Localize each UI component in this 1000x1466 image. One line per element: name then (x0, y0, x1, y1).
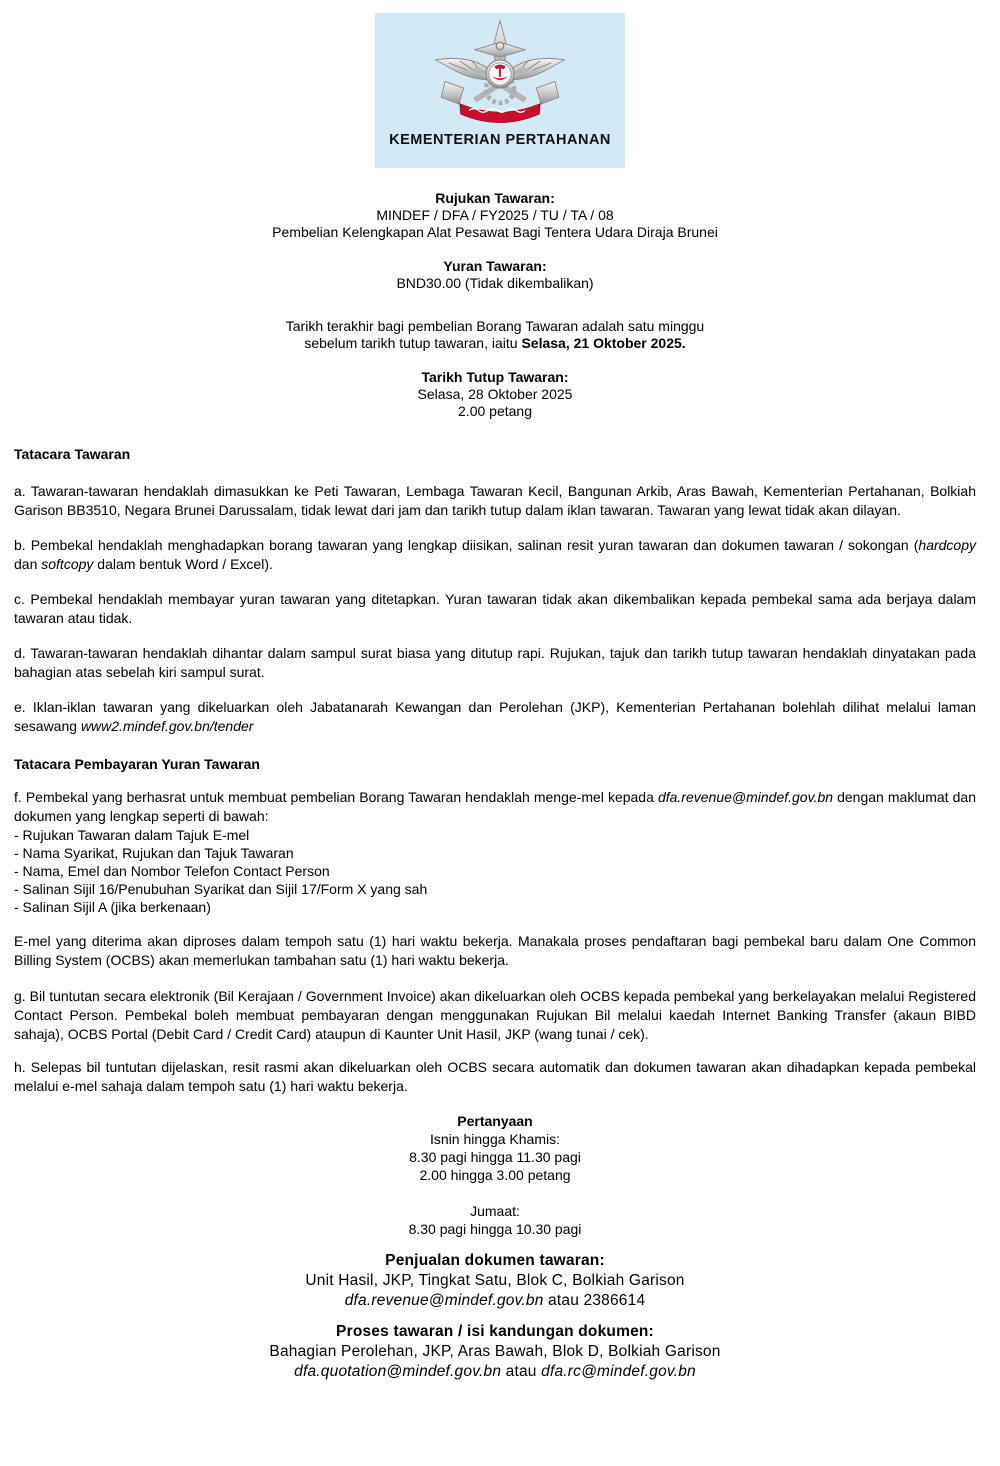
quotation-email: dfa.quotation@mindef.gov.bn (294, 1363, 502, 1380)
procedure-item-c: c. Pembekal hendaklah membayar yuran tawaran yang ditetapkan. Yuran tawaran tidak akan dikembalikan kepada pembekal sama ada berjaya dalam tawaran atau tidak. (14, 591, 976, 626)
tender-notice-document (0, 13, 1000, 1466)
friday-hours-block (14, 1202, 976, 1238)
tender-process-heading: Proses tawaran / isi kandungan dokumen: (336, 1323, 654, 1340)
document-sales-contact (14, 1291, 976, 1311)
closing-date: Selasa, 28 Oktober 2025 (417, 386, 573, 402)
procedure-item-h: h. Selepas bil tuntutan dijelaskan, resit rasmi akan dikeluarkan oleh OCBS secara automatik dan dokumen tawaran akan dihadapkan kepada pembekal melalui e-mel sahaja dalam tempoh satu (1) hari waktu bekerja. (14, 1059, 976, 1094)
procedure-item-b-text: b. Pembekal hendaklah menghadapkan borang tawaran yang lengkap diisikan, salinan resit yuran tawaran dan dokumen tawaran / sokongan ( (14, 537, 919, 553)
tender-fee-block (14, 258, 976, 292)
email-processing-note: E-mel yang diterima akan diproses dalam tempoh satu (1) hari waktu bekerja. Manakala proses pendaftaran bagi pembekal baru dalam One Common Billing System (OCBS) akan memerlukan tambahan satu (1) hari waktu bekerja. (14, 933, 976, 968)
tender-fee-value: BND30.00 (Tidak dikembalikan) (396, 275, 594, 291)
tender-fee-heading: Yuran Tawaran: (443, 258, 547, 274)
section-heading-tatacara-tawaran: Tatacara Tawaran (14, 446, 131, 462)
requirement-item: - Rujukan Tawaran dalam Tajuk E-mel (14, 827, 250, 843)
requirement-item: - Nama, Emel dan Nombor Telefon Contact Person (14, 863, 330, 879)
ministry-header (375, 13, 625, 168)
revenue-email: dfa.revenue@mindef.gov.bn (657, 789, 834, 805)
weekday-hours-morning: 8.30 pagi hingga 11.30 pagi (409, 1149, 581, 1165)
procedure-item-e (14, 698, 976, 736)
tender-reference-number: MINDEF / DFA / FY2025 / TU / TA / 08 (376, 207, 614, 223)
procedure-item-b-mid: dan (14, 556, 42, 572)
friday-hours: 8.30 pagi hingga 10.30 pagi (408, 1221, 582, 1237)
sales-email: dfa.revenue@mindef.gov.bn (344, 1292, 544, 1309)
document-sales-address: Unit Hasil, JKP, Tingkat Satu, Blok C, Bolkiah Garison (305, 1272, 685, 1289)
rc-email: dfa.rc@mindef.gov.bn (541, 1363, 696, 1380)
enquiries-heading: Pertanyaan (457, 1113, 533, 1129)
agency-name: KEMENTERIAN PERTAHANAN (389, 132, 611, 148)
procedure-item-d: d. Tawaran-tawaran hendaklah dihantar dalam sampul surat biasa yang ditutup rapi. Rujukan, tajuk dan tarikh tutup tawaran hendaklah dinyatakan pada bahagian atas sebelah kiri sampul surat. (14, 645, 976, 680)
friday-label: Jumaat: (470, 1203, 520, 1219)
crest-container (375, 13, 625, 132)
tender-reference-heading: Rujukan Tawaran: (435, 190, 555, 206)
hardcopy-term: hardcopy (918, 537, 976, 553)
document-sales-heading: Penjualan dokumen tawaran: (385, 1252, 605, 1269)
purchase-deadline-line1: Tarikh terakhir bagi pembelian Borang Tawaran adalah satu minggu (285, 318, 705, 334)
tender-process-contact-mid: atau (501, 1363, 542, 1380)
section-heading-tatacara-pembayaran: Tatacara Pembayaran Yuran Tawaran (14, 756, 260, 772)
weekday-label: Isnin hingga Khamis: (430, 1131, 560, 1147)
closing-date-block (14, 369, 976, 420)
purchase-deadline-note (14, 318, 976, 352)
purchase-deadline-line2 (14, 335, 976, 352)
purchase-deadline-text: sebelum tarikh tutup tawaran, iaitu (304, 335, 522, 351)
tender-process-address: Bahagian Perolehan, JKP, Aras Bawah, Blok D, Bolkiah Garison (269, 1343, 721, 1360)
tender-process-block (14, 1322, 976, 1382)
procedure-item-g: g. Bil tuntutan secara elektronik (Bil Kerajaan / Government Invoice) akan dikeluarkan oleh OCBS kepada pembekal yang berkelayakan melalui Registered Contact Person. Pembekal boleh membuat pembayaran dengan menggunakan Rujukan Bil melalui kaedah Internet Banking Transfer (akaun BIBD sahaja), OCBS Portal (Debit Card / Credit Card) ataupun di Kaunter Unit Hasil, JKP (wang tunai / cek). (14, 988, 976, 1042)
purchase-deadline-date: Selasa, 21 Oktober 2025. (521, 335, 686, 351)
mindef-crest-icon (420, 18, 580, 130)
procedure-item-b-post: dalam bentuk Word / Excel). (93, 556, 273, 572)
tender-process-contact (14, 1362, 976, 1382)
procedure-item-a: a. Tawaran-tawaran hendaklah dimasukkan ke Peti Tawaran, Lembaga Tawaran Kecil, Bangunan Arkib, Aras Bawah, Kementerian Pertahanan, Bolkiah Garison BB3510, Negara Brunei Darussalam, tidak lewat dari jam dan tarikh tutup dalam iklan tawaran. Tawaran yang lewat tidak akan dilayan. (14, 483, 976, 518)
procedure-item-e-text: e. Iklan-iklan tawaran yang dikeluarkan oleh Jabatanarah Kewangan dan Perolehan (JKP), Kementerian Pertahanan bolehlah dilihat melalui laman sesawang (14, 699, 976, 734)
enquiries-block (14, 1112, 976, 1184)
requirement-item: - Salinan Sijil A (jika berkenaan) (14, 899, 211, 915)
softcopy-term: softcopy (41, 556, 94, 572)
requirement-item: - Nama Syarikat, Rujukan dan Tajuk Tawaran (14, 845, 294, 861)
email-requirements-list (14, 826, 976, 916)
procedure-item-f-text: f. Pembekal yang berhasrat untuk membuat pembelian Borang Tawaran hendaklah menge-mel kepada (14, 789, 658, 805)
tender-reference-block (14, 190, 976, 241)
procedure-item-b (14, 536, 976, 574)
procedure-item-f (14, 788, 976, 826)
sales-phone: atau 2386614 (543, 1292, 646, 1309)
procedure-item-f-post: dengan maklumat dan dokumen yang lengkap seperti di bawah: (14, 789, 976, 824)
tender-title: Pembelian Kelengkapan Alat Pesawat Bagi Tentera Udara Diraja Brunei (272, 224, 718, 240)
closing-date-heading: Tarikh Tutup Tawaran: (421, 369, 569, 385)
requirement-item: - Salinan Sijil 16/Penubuhan Syarikat dan Sijil 17/Form X yang sah (14, 881, 428, 897)
closing-time: 2.00 petang (458, 403, 532, 419)
tender-website-url: www2.mindef.gov.bn/tender (80, 718, 254, 734)
document-body (14, 190, 976, 1382)
document-sales-block (14, 1251, 976, 1311)
weekday-hours-afternoon: 2.00 hingga 3.00 petang (419, 1167, 571, 1183)
